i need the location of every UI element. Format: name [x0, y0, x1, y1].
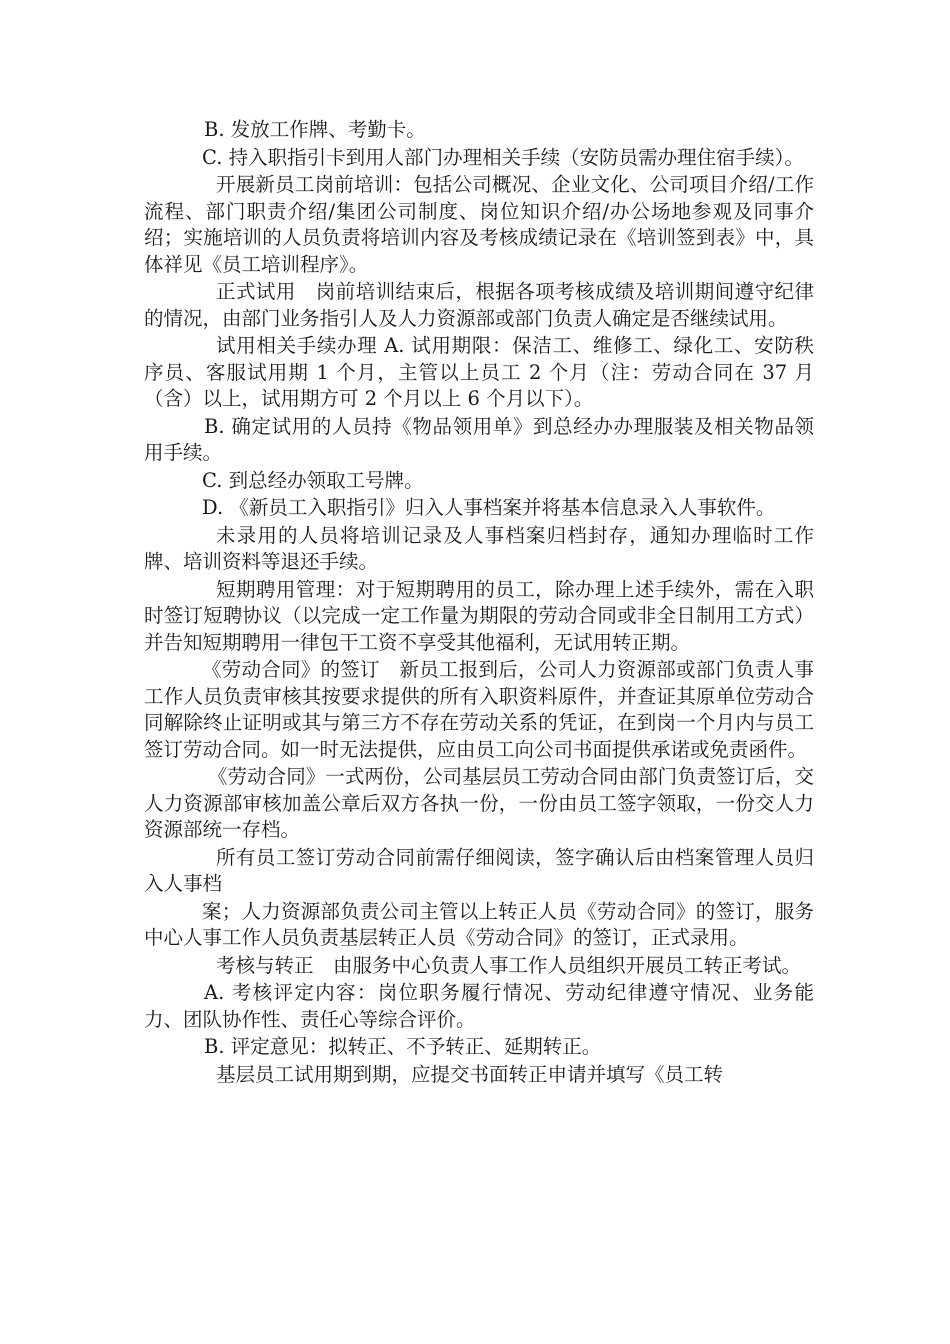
paragraph: 开展新员工岗前培训：包括公司概况、企业文化、公司项目介绍/工作流程、部门职责介绍/集团公司制度、岗位知识介绍/办公场地参观及同事介绍；实施培训的人员负责将培训内容及考核成绩记录在《培训签到表》中，具体祥见《员工培训程序》。 [144, 173, 814, 276]
paragraph: A. 考核评定内容：岗位职务履行情况、劳动纪律遵守情况、业务能力、团队协作性、责任心等综合评价。 [144, 981, 814, 1031]
paragraph: C. 持入职指引卡到用人部门办理相关手续（安防员需办理住宿手续）。 [202, 145, 804, 169]
paragraph: 考核与转正 由服务中心负责人事工作人员组织开展员工转正考试。 [216, 953, 802, 977]
paragraph: B. 发放工作牌、考勤卡。 [204, 118, 426, 141]
paragraph: 《劳动合同》一式两份，公司基层员工劳动合同由部门负责签订后，交人力资源部审核加盖公章后双方各执一份，一份由员工签字领取，一份交人力资源部统一存档。 [144, 765, 814, 841]
document-body [144, 117, 814, 1089]
paragraph: 基层员工试用期到期，应提交书面转正申请并填写《员工转 [216, 1062, 724, 1086]
paragraph: 案；人力资源部负责公司主管以上转正人员《劳动合同》的签订，服务中心人事工作人员负责基层转正人员《劳动合同》的签订，正式录用。 [144, 899, 814, 949]
paragraph: B. 评定意见：拟转正、不予转正、延期转正。 [204, 1035, 602, 1058]
paragraph: D. 《新员工入职指引》归入人事档案并将基本信息录入人事软件。 [202, 496, 776, 519]
paragraph: 正式试用 岗前培训结束后，根据各项考核成绩及培训期间遵守纪律的情况，由部门业务指引人及人力资源部或部门负责人确定是否继续试用。 [144, 280, 814, 330]
paragraph: 短期聘用管理：对于短期聘用的员工，除办理上述手续外，需在入职时签订短聘协议（以完成一定工作量为期限的劳动合同或非全日制用工方式）并告知短期聘用一律包干工资不享受其他福利，无试用转正期。 [144, 577, 814, 654]
paragraph: 试用相关手续办理 A. 试用期限：保洁工、维修工、绿化工、安防秩序员、客服试用期 1 个月，主管以上员工 2 个月（注：劳动合同在 37 月（含）以上，试用期方可 2 个月以上 6 个月以下）。 [144, 334, 814, 410]
paragraph: 未录用的人员将培训记录及人事档案归档封存，通知办理临时工作牌、培训资料等退还手续。 [144, 523, 814, 573]
paragraph: 所有员工签订劳动合同前需仔细阅读，签字确认后由档案管理人员归入人事档 [144, 845, 814, 895]
paragraph: B. 确定试用的人员持《物品领用单》到总经办办理服装及相关物品领用手续。 [144, 414, 814, 464]
paragraph: 《劳动合同》的签订 新员工报到后，公司人力资源部或部门负责人事工作人员负责审核其按要求提供的所有入职资料原件，并查证其原单位劳动合同解除终止证明或其与第三方不存在劳动关系的凭证，在到岗一个月内与员工签订劳动合同。如一时无法提供，应由员工向公司书面提供承诺或免责函件。 [144, 658, 814, 761]
paragraph: C. 到总经办领取工号牌。 [202, 468, 424, 492]
